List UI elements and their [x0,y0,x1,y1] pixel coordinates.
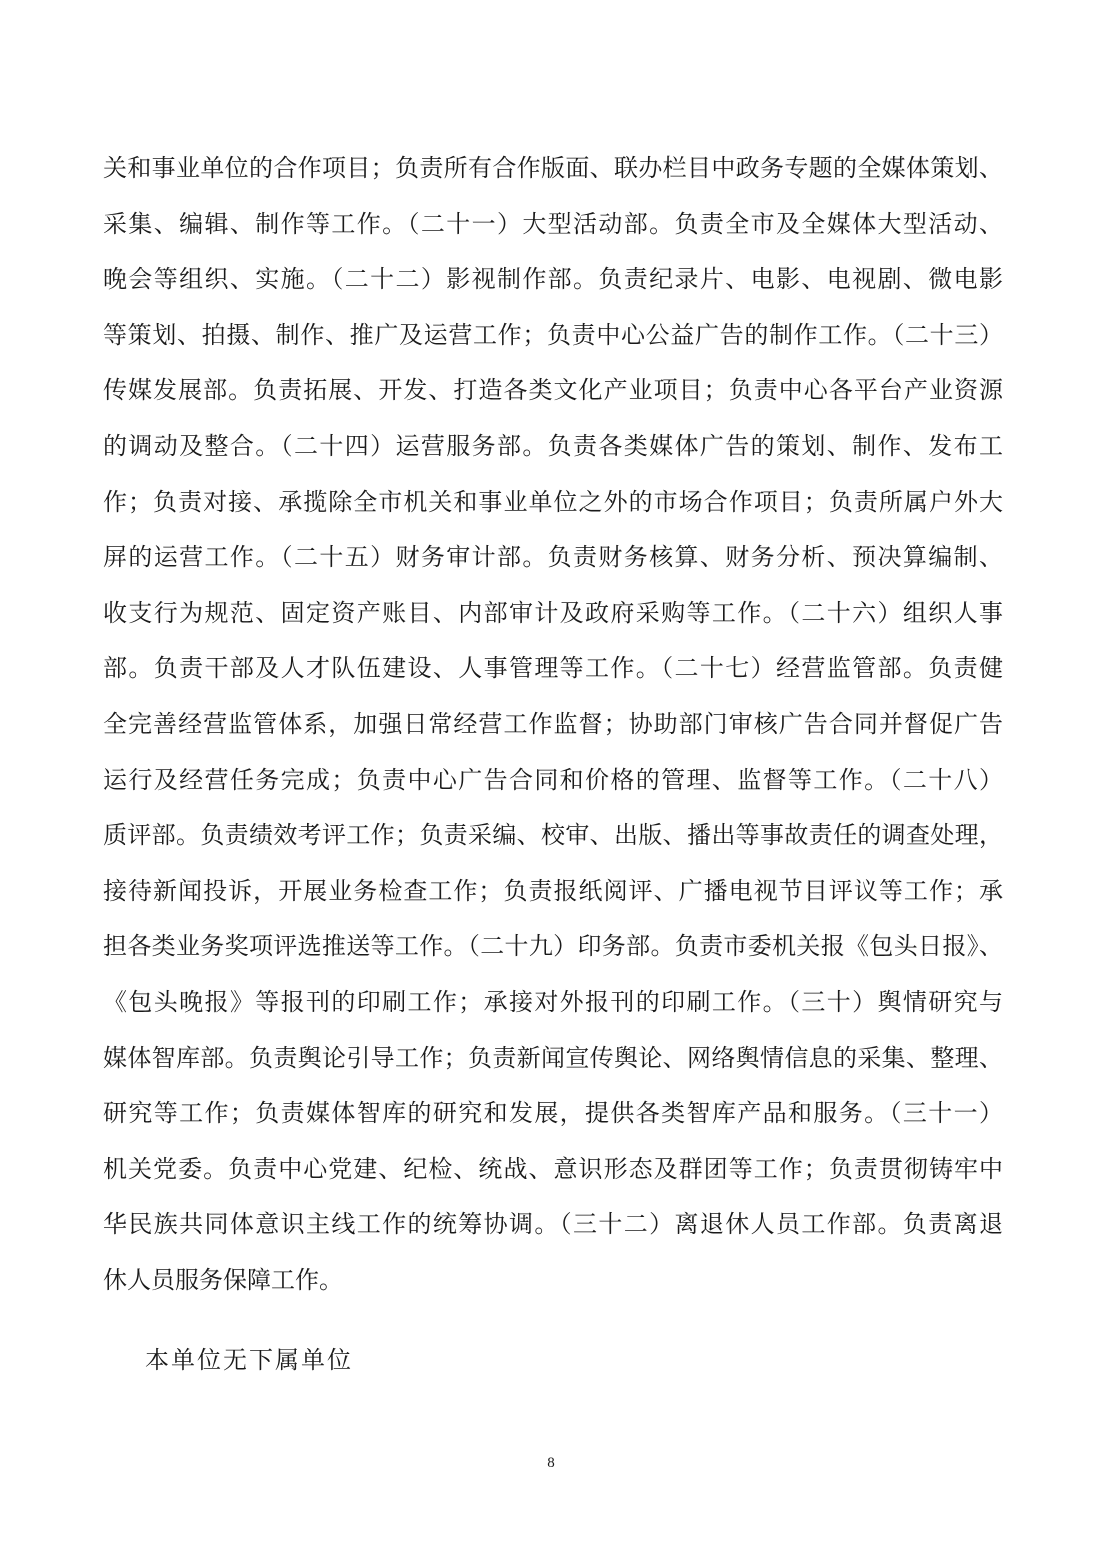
text-line: 华民族共同体意识主线工作的统筹协调。（三十二）离退休人员工作部。负责离退 [103,1210,1003,1239]
text-line: 关和事业单位的合作项目；负责所有合作版面、联办栏目中政务专题的全媒体策划、 [103,154,1003,182]
text-line: 机关党委。负责中心党建、纪检、统战、意识形态及群团等工作；负责贯彻铸牢中 [103,1154,1003,1183]
text-line: 的调动及整合。（二十四）运营服务部。负责各类媒体广告的策划、制作、发布工 [103,431,1003,460]
text-line: 收支行为规范、固定资产账目、内部审计及政府采购等工作。（二十六）组织人事 [103,598,1003,627]
text-line: 屏的运营工作。（二十五）财务审计部。负责财务核算、财务分析、预决算编制、 [103,543,1003,572]
text-line: 部。负责干部及人才队伍建设、人事管理等工作。（二十七）经营监管部。负责健 [103,654,1003,683]
text-line: 接待新闻投诉，开展业务检查工作；负责报纸阅评、广播电视节目评议等工作；承 [103,876,1003,905]
text-line: 运行及经营任务完成；负责中心广告合同和价格的管理、监督等工作。（二十八） [103,765,1003,794]
text-line: 传媒发展部。负责拓展、开发、打造各类文化产业项目；负责中心各平台产业资源 [103,376,1003,405]
text-line: 《包头晚报》等报刊的印刷工作；承接对外报刊的印刷工作。（三十）舆情研究与 [103,987,1003,1016]
text-line: 担各类业务奖项评选推送等工作。（二十九）印务部。负责市委机关报《包头日报》、 [103,932,1003,961]
text-line: 研究等工作；负责媒体智库的研究和发展，提供各类智库产品和服务。（三十一） [103,1099,1003,1128]
text-line: 作；负责对接、承揽除全市机关和事业单位之外的市场合作项目；负责所属户外大 [103,487,1003,516]
text-line: 采集、编辑、制作等工作。（二十一）大型活动部。负责全市及全媒体大型活动、 [103,209,1003,238]
text-line: 质评部。负责绩效考评工作；负责采编、校审、出版、播出等事故责任的调查处理， [103,821,1003,850]
body-paragraph [103,148,1003,1315]
text-line: 媒体智库部。负责舆论引导工作；负责新闻宣传舆论、网络舆情信息的采集、整理、 [103,1043,1003,1072]
page-number: 8 [547,1455,555,1471]
text-line: 晚会等组织、实施。（二十二）影视制作部。负责纪录片、电影、电视剧、微电影 [103,265,1003,294]
text-line: 等策划、拍摄、制作、推广及运营工作；负责中心公益广告的制作工作。（二十三） [103,320,1003,349]
text-line: 休人员服务保障工作。 [103,1265,343,1294]
closing-paragraph: 本单位无下属单位 [145,1346,353,1374]
text-line: 全完善经营监管体系，加强日常经营工作监督；协助部门审核广告合同并督促广告 [103,709,1003,738]
